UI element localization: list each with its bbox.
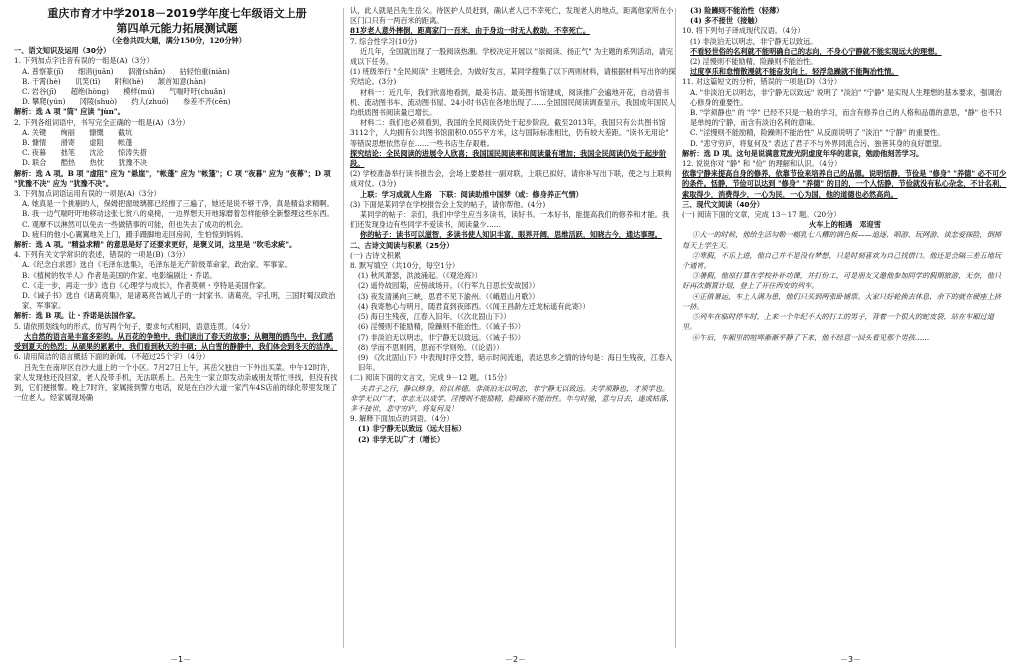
option: B. 我一边气喘吁吁地移动这张七赏八的桌椅，一边界想天开地琢磨着怎样能够全新整理这些东西。 (22, 209, 334, 219)
option: B.《植树的牧羊人》作者是美国的作家、电影编剧让・乔诺。 (22, 270, 217, 280)
subsection-heading: (二) 阅读下面的文言文，完成 9－12 题。（15分） (350, 373, 512, 383)
explanation: 解析：选 A 项 "筒" 应读 "jùn"。 (14, 107, 125, 117)
answer-text: 你的帖子：读书可以滋智，多读书使人知识丰富，眼界开阔，思维活跃，知晓古今，通达事理。 (360, 230, 662, 240)
article-paragraph: ③暑假，他原打算在学校补补功课，并打份工，可是朋友又邀他参加同学的假期旅游，无奈，他只好再次搁置计划，登上了开往西安的列车。 (682, 271, 1002, 291)
answer-text: 大自然的语言是丰富多彩的。从百花的争艳中，我们读出了春天的故事；从翱翔的鸥鸟中，我们感受到夏天的热烈；从硕果的累累中，我们看到秋天的丰硕；从白雪的静静中，我们体会到冬天的洁净。 (14, 331, 338, 352)
question: 11. 对这篇短文的分析，错误的一项是(D)（3分） (682, 77, 842, 87)
answer-text: 过度享乐和怠惰散漫就不能奋发向上，轻浮急躁就不能陶冶性情。 (690, 67, 899, 77)
option: B. 慷情 滑寄 虚阻 帐蓬 (22, 138, 133, 148)
fill-blank: (5) 海日生残夜，江春入旧年。（《次北固山下》） (358, 312, 511, 322)
section-heading: 三、现代文阅读（40分） (682, 199, 764, 209)
exam-subtitle: 第四单元能力拓展测试题 (116, 22, 238, 35)
question: 3. 下列加点词语运用有误的一项是(A)（3分） (14, 189, 161, 199)
option: C. "淫慢则不能励精，险躁则不能治性" 从反面说明了 "淡泊" "宁静" 的重要性。 (690, 128, 945, 138)
option: A. "非淡泊无以明志，非宁静无以致远" 说明了 "淡泊" "宁静" 是实现人生理想的基本要求，强调治心修身的重要性。 (690, 87, 1002, 107)
article-title: 火车上的相遇 邓迎雪 (809, 220, 881, 230)
option: C.《走一步，再走一步》选自《心理学与成长》，作者莫顿・亨特是美国作家。 (22, 280, 271, 290)
option: D. 攀爬(yún) 冈陵(shuò) 约人(zhuó) 参差不齐(cēn) (22, 97, 231, 107)
article-paragraph: ⑥午后，车厢里的喧哗渐渐平静了下来，他不经意一回头看见那个男孩…… (692, 332, 930, 342)
page-column-3 (682, 6, 1008, 654)
sentence: (2) 淫慢则不能励精，险躁则不能治性。 (690, 57, 818, 67)
option: D. 疲归的他小心翼翼地关上门，蹑手蹑脚地走回房间，生怕惊到妈妈。 (22, 229, 248, 239)
option: B. 干霄(hè) 讥笑(tǐ) 附和(hè) 颔首知意(hàn) (22, 76, 206, 86)
explanation: 解析：选 A 项。B 项 "虚阻" 应为 "悬崖"，"帐蓬" 应为 "帐篷"；C 项 "夜暮" 应为 "夜幕"；D 项 "犹豫不决" 应为 "犹豫不决"。 (14, 168, 331, 188)
explanation: 解析：选 B 项。让・乔诺是法国作家。 (14, 311, 141, 321)
page-column-1 (14, 6, 340, 654)
article-paragraph: ④正值暑运，车上人满为患，他们只买到两张卧铺票。大家只好轮换去休息，余下的就在硬座上挤一挤。 (682, 291, 1002, 311)
page-number: －2－ (505, 655, 527, 664)
fill-blank: (1) 秋风萧瑟，洪波涌起。（《观沧海》） (358, 271, 482, 281)
question: 8. 默写填空（共10分，每空1分） (350, 261, 460, 271)
question: 6. 请用简洁的语言概括下面的新闻。（不超过25个字）（4分） (14, 352, 210, 362)
fill-blank: (4) 我寄愁心与明月，随君直到夜郎西。（《闻王昌龄左迁龙标遥有此寄》） (358, 301, 590, 311)
question: 2. 下列各组词语中，书写完全正确的一组是(A)（3分） (14, 117, 190, 127)
option: D.《诫子书》选自《诸葛亮集》，是诸葛亮告诫儿子的一封家书。诸葛亮，字孔明，三国时蜀汉政治家、军事家。 (22, 291, 336, 311)
fill-blank: (3) 险躁则不能治性（轻薄） (690, 6, 784, 15)
question: (3) 下面是某同学在学校报告会上发的帖子，请你帮他。(4分) (350, 199, 546, 209)
page-column-2 (350, 6, 676, 654)
fill-blank: (6) 淫慢则不能励精，险躁则不能治性。（《诫子书》） (358, 322, 525, 332)
question: (1) 班级举行 "全民阅读" 主题班会，为做好发言，某同学搜集了以下两则材料，请根据材料写出你的探究结论。(3分) (350, 67, 676, 87)
question: 10. 将下列句子译成现代汉语。（4分） (682, 26, 805, 36)
fill-blank: (1) 非宁静无以致远（远大目标） (358, 424, 466, 434)
option: A. 关键 绚丽 慷慨 截坑 (22, 127, 133, 137)
fill-blank: (3) 夜发清溪向三峡，思君不见下渝州。（《峨眉山月歌》） (358, 291, 540, 301)
option: A.《纪念白求恩》选自《毛泽东选集》，毛泽东是无产阶级革命家、政治家、军事家。 (22, 260, 292, 270)
article-paragraph: ②寒假，不乐上进，他自己并不是没有梦想，只是时刻喜欢为自己找借口。他还是会隔三差五地玩个通宵。 (682, 250, 1002, 271)
classical-text: 夫君子之行，静以修身，俭以养德。非淡泊无以明志，非宁静无以致远。夫学须静也，才须学也。非学无以广才，非志无以成学。淫慢则不能励精，险躁则不能治性。年与时驰，意与日去，遂成枯落，多不接世，悲守穷庐，将复何及！ (350, 383, 674, 413)
answer-text: 探究结论：全民阅读的进展令人欣喜；我国国民阅读率和阅读量有增加；我国全民阅读仍处于起步阶段。 (350, 148, 667, 169)
option: C. 岩谷(jī) 超绝(hòng) 模样(mú) 气喘吁吁(chuǎn) (22, 87, 226, 97)
fill-blank: (8) 学而不思则罔，思而不学则殆。（《论语》） (358, 342, 504, 352)
passage: 某同学的帖子：亲们，我们中学生应当多读书，读好书。一本好书，能提高我们的修养和才能。我们还发现身边有些同学不爱读书，阅读量少…… (350, 210, 670, 230)
option: B. "学须静也" 的 "学" 已经不只是一般的学习，而含有修养自己的人格和品德的意思，"静" 也不只是单纯的宁静，而含有淡泊名利的意味。 (690, 108, 1002, 128)
fill-blank: (9) 《次北固山下》中表现时序交替，暗示时间流逝，表达思乡之情的诗句是：海日生残夜，江春入旧年。 (358, 352, 673, 373)
page-number: －1－ (170, 655, 192, 664)
fill-blank: (4) 多不接世（接触） (690, 16, 762, 26)
question: 4. 下列有关文学常识的表述，错误的一项是(B)（3分） (14, 250, 190, 260)
article-paragraph: ①大一的时候，他给生活勾勒一幅乳七八糟的调色板——追逐、唱游、玩网游、谈恋爱探险，倒掉每天上学生天。 (682, 230, 1002, 250)
explanation: 解析：选 A 项。"精益求精" 的意思是好了还要求更好，是褒义词，这里是 "吹毛求疵"。 (14, 240, 297, 250)
option: D. "悲守穷庐，将复何及" 表达了君子不与外界同流合污，独善其身的良好愿望。 (690, 138, 947, 148)
article-paragraph: ⑤列车在临时停车时，上来一个年纪不大的打工的男子，背着一个很大的蛇皮袋，站在车厢过道里。 (682, 312, 994, 332)
question: 1. 下列加点字注音有误的一组是(A)（3分） (14, 56, 154, 66)
answer-text: 不看轻世俗的名利就不能明确自己的志向，不身心宁静就不能实现远大的理想。 (690, 46, 942, 56)
answer-text: 依靠宁静来提高自身的修养，依靠节俭来培养自己的品德。说明恬静，节俭是 "修身" "养德" 必不可少的条件。恬静，节俭可以达到 "修身" "养德" 的目的，一个人恬静，节俭就没有私心杂念，不计名利，索取得少，消费得少，一心为民，一心为国，他的道德也必然高尚。 (682, 169, 1007, 199)
section-heading: 二、古诗文阅读与积累（25分） (350, 240, 454, 250)
fill-blank: (2) 遥怜故园菊，应傍战场开。（《行军九日思长安故园》） (358, 281, 540, 291)
subsection-heading: (一) 阅读下面的文章，完成 13－17 题。（20分） (682, 210, 841, 220)
question: (2) 学校准备举行读书报告会，会场上要悬挂一副对联，上联已拟好，请你补写出下联，使之与上联构成对仗。(3分) (350, 169, 672, 189)
explanation: 解析：选 D 项。这句是说满意荒废光阴虚度年华的悲哀，勉励他刻苦学习。 (682, 148, 924, 158)
option: A. 普察篆(jī) 细涓(juān) 泅滑(shǎn) 拈轻怕重(niān) (22, 66, 230, 76)
question: 7. 综合性学习(10分) (350, 36, 418, 46)
answer-text: 81岁老人意外摔倒，距离家门一百米，由于身边一时无人救助，不幸死亡。 (350, 26, 591, 36)
question: 12. 说说你对 "静" 和 "俭" 的理解和认识。（4分） (682, 159, 842, 169)
exam-title: 重庆市育才中学2018－2019学年度七年级语文上册 (47, 7, 307, 20)
option: C. 观摩不以淋然可以免去一些做错事的可能，但也失去了成功的机会。 (22, 219, 248, 229)
option: D. 联合 酷热 热忱 犹豫不决 (22, 158, 148, 168)
material: 材料二：我们也必须看到，我国的全民阅读仍处于起步阶段。截至2013年，我国只有公共图书馆3112个，人均拥有公共图书馆面积0.055平方米，这与国际标准相比，仍有较大差距。"读书无用论" 等错误思想依然存在……一些书店生存艰难。 (350, 118, 669, 148)
column-divider (343, 8, 344, 648)
fill-blank: (7) 非淡泊无以明志，非宁静无以致远。（《诫子书》） (358, 332, 525, 342)
page-number: －3－ (840, 655, 862, 664)
passage: 近几年，全国就出现了一股阅读热潮。学校决定开展以 "崇阅读、扬正气" 为主题的系列活动，请完成以下任务。 (350, 46, 674, 67)
option: A. 她真是一个挑剔的人，保姆把窗玻璃都已经擦了三遍了，她还是说不够干净，真是精益求精啊。 (22, 199, 334, 209)
fill-blank: (2) 非学无以广才（增长） (358, 434, 445, 444)
subsection-heading: (一) 古诗文积累 (350, 250, 402, 260)
passage: 吕先生在南岸区自沙大道上的一个小区。7月27日上午，其岳父独自一下外出买菜。中午12时许，家人发现他还没回家，老人没带手机，无法联系上。吕先生一家立即发动亲戚朋友帮忙寻找，但没有找到，它们便报警。晚上7时许，家属接到警方电话，说是在白沙大道一家汽车4S店前的绿化带里发现了一位老人。经家属现场确 (14, 362, 338, 403)
answer-text: 上联：学习成就人生路 下联：阅读助推中国梦（或：修身养正气情） (360, 189, 583, 199)
option: C. 夜暮 拙笔 沈沦 惊涛失措 (22, 148, 147, 158)
section-heading: 一、语文知识及运用（30分） (14, 46, 111, 56)
exam-meta: （全卷共四大题，满分150分，120分钟） (108, 36, 246, 45)
question: 9. 解释下面加点的词语。（4分） (350, 414, 454, 424)
question: 5. 请依照划线句的形式，仿写两个句子，要求句式相同，语意连贯。（4分） (14, 321, 255, 331)
passage: 认，此人就是吕先生岳父。待医护人员赶到，确认老人已不幸死亡，发现老人的地点，距离他家所在小区门口只有一两百米的距离。 (350, 6, 674, 26)
sentence: (1) 非淡泊无以明志，非宁静无以致远。 (690, 36, 818, 46)
material: 材料一：近几年，我们欣喜地看到，最美书店、最美图书馆建成，阅读推广会遍地开花，自动借书机、流动图书车、流动图书屋、24小时书店在各地出现了……全国国民阅读调查显示，我国成年国民人均纸质图书阅读量已增长。 (350, 87, 676, 118)
